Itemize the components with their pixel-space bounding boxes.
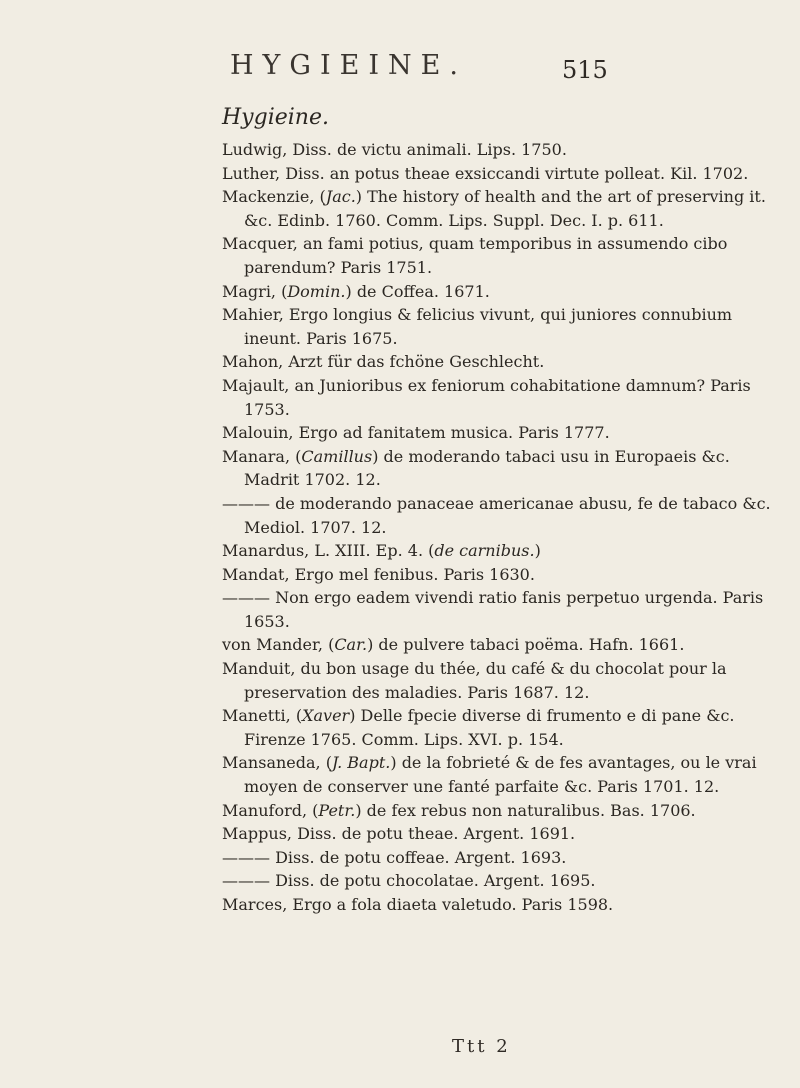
bibliography-entry — [222, 563, 782, 587]
bibliography-entry — [222, 138, 782, 162]
entry-rest: ) de fex rebus non naturalibus. Bas. 1706. — [355, 800, 696, 820]
bibliography-entry — [222, 586, 782, 633]
bibliography-entry — [222, 185, 782, 232]
entry-rest: ) The history of health and the art of preserving it. &c. Edinb. 1760. Comm. Lips. Suppl. Dec. I. p. 611. — [244, 187, 766, 230]
bibliography-entry — [222, 303, 782, 350]
bibliography-entry — [222, 539, 782, 563]
running-head — [0, 50, 800, 90]
entry-italic: J. Bapt. — [331, 753, 391, 773]
entry-text: Mandat, Ergo mel fenibus. Paris 1630. — [222, 564, 535, 584]
entry-rest: ) Delle fpecie diverse di frumento e di pane &c. Firenze 1765. Comm. Lips. XVI. p. 154. — [244, 706, 735, 749]
entry-author: von Mander, ( — [222, 635, 335, 655]
entry-rest: ) de la fobrieté & de fes avantages, ou le vrai moyen de conserver une fanté parfaite &c. Paris 1701. 12. — [244, 753, 757, 797]
entry-author: Manuford, ( — [222, 800, 319, 820]
entry-text: Luther, Diss. an potus theae exsiccandi virtute polleat. Kil. 1702. — [222, 163, 749, 183]
bibliography-entry — [222, 799, 782, 823]
entry-rest: ) de pulvere tabaci poëma. Hafn. 1661. — [367, 635, 685, 655]
bibliography-entry — [222, 374, 782, 421]
entry-italic: Xaver — [302, 706, 350, 726]
bibliography-entry — [222, 633, 782, 657]
entry-text: Manduit, du bon usage du thée, du café & du chocolat pour la preservation des maladies. Paris 1687. 12. — [222, 659, 727, 702]
bibliography-entry — [222, 751, 782, 798]
entry-italic: de carnibus. — [434, 541, 535, 561]
entry-rest: ) de moderando tabaci usu in Europaeis &c. Madrit 1702. 12. — [244, 446, 730, 490]
bibliography-entry — [222, 280, 782, 304]
entry-text: Mappus, Diss. de potu theae. Argent. 1691. — [222, 824, 576, 844]
bibliography-entry — [222, 350, 782, 374]
bibliography-entry — [222, 822, 782, 846]
running-head-title: HYGIEINE. — [230, 50, 467, 81]
entry-author: Mackenzie, ( — [222, 187, 326, 207]
bibliography-entry — [222, 445, 782, 492]
bibliography-list — [222, 138, 782, 917]
entry-rest: ) — [534, 541, 541, 561]
entry-rest: ) de Coffea. 1671. — [345, 281, 490, 301]
signature-mark: Ttt 2 — [452, 1036, 511, 1057]
bibliography-entry — [222, 893, 782, 917]
entry-author: Mansaneda, ( — [222, 753, 332, 773]
bibliography-entry — [222, 869, 782, 893]
entry-italic: Jac. — [325, 187, 356, 207]
entry-text: Malouin, Ergo ad fanitatem musica. Paris 1777. — [222, 423, 610, 443]
entry-author: Magri, ( — [222, 281, 288, 301]
entry-author: Manardus, L. XIII. Ep. 4. ( — [222, 541, 435, 561]
entry-text: Marces, Ergo a fola diaeta valetudo. Paris 1598. — [222, 895, 614, 914]
bibliography-entry — [222, 492, 782, 539]
entry-text: Ludwig, Diss. de victu animali. Lips. 1750. — [222, 140, 567, 159]
entry-text: ——— Diss. de potu chocolatae. Argent. 1695. — [222, 871, 596, 891]
entry-italic: Camillus — [301, 446, 373, 466]
entry-italic: Petr. — [318, 800, 356, 820]
section-title: Hygieine. — [222, 105, 329, 130]
entry-text: ——— Diss. de potu coffeae. Argent. 1693. — [222, 847, 567, 867]
bibliography-entry — [222, 657, 782, 704]
entry-text: Mahon, Arzt für das fchöne Geschlecht. — [222, 352, 545, 372]
bibliography-entry — [222, 232, 782, 279]
entry-text: Mahier, Ergo longius & felicius vivunt, qui juniores connubium ineunt. Paris 1675. — [222, 305, 733, 348]
bibliography-entry — [222, 162, 782, 186]
entry-italic: Car. — [334, 635, 368, 655]
page-number: 515 — [562, 56, 608, 84]
bibliography-entry — [222, 846, 782, 870]
entry-text: ——— de moderando panaceae americanae abusu, fe de tabaco &c. Mediol. 1707. 12. — [222, 493, 771, 537]
entry-text: ——— Non ergo eadem vivendi ratio fanis perpetuo urgenda. Paris 1653. — [222, 588, 764, 631]
entry-text: Majault, an Junioribus ex feniorum cohabitatione damnum? Paris 1753. — [222, 375, 751, 419]
entry-text: Macquer, an fami potius, quam temporibus in assumendo cibo parendum? Paris 1751. — [222, 234, 728, 277]
bibliography-entry — [222, 704, 782, 751]
entry-italic: Domin. — [287, 281, 346, 301]
entry-author: Manara, ( — [222, 446, 302, 466]
entry-author: Manetti, ( — [222, 706, 303, 726]
bibliography-entry — [222, 421, 782, 445]
